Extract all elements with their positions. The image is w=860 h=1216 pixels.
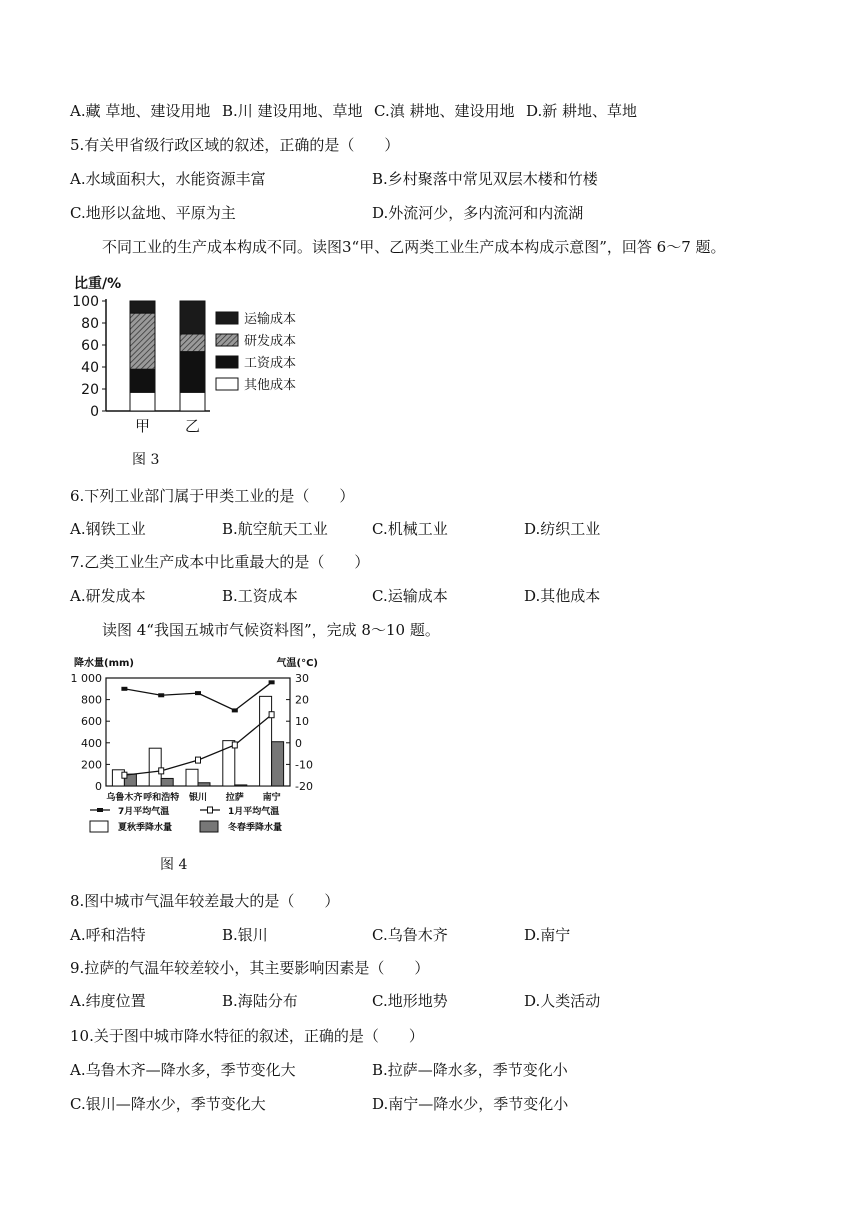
q9-option-c: C.地形地势 — [372, 992, 448, 1010]
intro-6-7: 不同工业的生产成本构成不同。读图3“甲、乙两类工业生产成本构成示意图”，回答 6～7 题。 — [102, 238, 726, 256]
figure3-y-tick-label: 100 — [72, 294, 99, 310]
q5-option-d: D.外流河少，多内流河和内流湖 — [372, 204, 584, 222]
figure3-legend-swatch — [216, 334, 238, 346]
figure4-precip-bar — [260, 696, 272, 786]
figure4-right-tick-label: 10 — [295, 715, 309, 729]
figure4-city-label: 拉萨 — [225, 793, 244, 803]
figure4-precip-bar — [272, 742, 284, 786]
figure3-legend-label: 运输成本 — [244, 312, 297, 327]
figure4-left-tick-label: 1 000 — [70, 672, 102, 685]
figure4-temp-marker — [196, 757, 201, 763]
figure4-temp-marker — [269, 680, 275, 684]
q6-option-a: A.钢铁工业 — [70, 520, 146, 538]
figure3-legend-swatch — [216, 312, 238, 324]
q7-option-a: A.研发成本 — [70, 587, 146, 605]
q4-option-a: A.藏 草地、建设用地 — [70, 102, 211, 120]
q10-option-a: A.乌鲁木齐—降水多，季节变化大 — [70, 1061, 296, 1079]
figure4-right-tick-label: 0 — [295, 736, 302, 750]
q8-stem: 8.图中城市气温年较差最大的是（ ） — [70, 892, 340, 910]
q7-stem: 7.乙类工业生产成本中比重最大的是（ ） — [70, 553, 370, 571]
figure3-y-axis-label: 比重/% — [74, 276, 122, 292]
q8-option-b: B.银川 — [222, 926, 268, 944]
q6-option-b: B.航空航天工业 — [222, 520, 328, 538]
figure4-left-tick-label: 600 — [81, 715, 102, 729]
q10-option-c: C.银川—降水少，季节变化大 — [70, 1095, 266, 1113]
figure4-temp-line — [124, 682, 271, 710]
q5-option-a: A.水域面积大，水能资源丰富 — [70, 170, 266, 188]
q9-stem: 9.拉萨的气温年较差较小，其主要影响因素是（ ） — [70, 959, 430, 977]
figure4-legend-marker — [97, 808, 103, 812]
figure3-y-tick-label: 60 — [81, 338, 99, 354]
q6-option-d: D.纺织工业 — [524, 520, 601, 538]
figure3-caption: 图 3 — [132, 452, 160, 468]
q6-option-c: C.机械工业 — [372, 520, 448, 538]
q4-option-b: B.川 建设用地、草地 — [222, 102, 363, 120]
q5-stem: 5.有关甲省级行政区域的叙述，正确的是（ ） — [70, 136, 400, 154]
q9-option-a: A.纬度位置 — [70, 992, 146, 1010]
q10-stem: 10.关于图中城市降水特征的叙述，正确的是（ ） — [70, 1027, 424, 1045]
figure4-temp-line — [124, 715, 271, 775]
figure4-legend-label: 1月平均气温 — [228, 807, 280, 817]
q8-option-c: C.乌鲁木齐 — [372, 926, 448, 944]
figure3-bar-segment — [180, 334, 205, 352]
figure3-y-tick-label: 80 — [81, 316, 99, 332]
figure4-temp-marker — [232, 708, 238, 712]
figure3-bar-segment — [180, 301, 205, 334]
figure4-right-tick-label: -20 — [295, 780, 313, 793]
figure4-left-tick-label: 400 — [81, 736, 102, 750]
figure4-legend-label: 7月平均气温 — [118, 807, 170, 817]
figure4-legend-swatch — [200, 821, 218, 832]
figure3-y-tick-label: 0 — [90, 404, 99, 420]
q7-option-b: B.工资成本 — [222, 587, 298, 605]
figure4-temp-marker — [122, 772, 127, 778]
figure3-legend-label: 其他成本 — [244, 378, 297, 393]
figure4-left-tick-label: 800 — [81, 693, 102, 707]
figure4-precip-bar — [186, 769, 198, 786]
q8-option-d: D.南宁 — [524, 926, 571, 944]
figure4-precip-bar — [161, 778, 173, 786]
figure4-caption: 图 4 — [160, 857, 188, 873]
figure4-city-label: 乌鲁木齐 — [106, 793, 143, 803]
figure4-temp-marker — [269, 712, 274, 718]
figure4-right-tick-label: 30 — [295, 672, 309, 685]
figure4-city-label: 银川 — [188, 793, 208, 803]
figure3-bar-segment — [180, 392, 205, 411]
figure3-legend-swatch — [216, 356, 238, 368]
q7-option-d: D.其他成本 — [524, 587, 601, 605]
intro-8-10: 读图 4“我国五城市气候资料图”，完成 8～10 题。 — [102, 621, 440, 639]
figure3-bar-segment — [180, 352, 205, 393]
figure4-legend-swatch — [90, 821, 108, 832]
q6-stem: 6.下列工业部门属于甲类工业的是（ ） — [70, 487, 355, 505]
figure4-legend-label: 冬春季降水量 — [228, 823, 283, 833]
figure3-y-tick-label: 20 — [81, 382, 99, 398]
figure4-right-axis-label: 气温(°C) — [276, 658, 318, 669]
q5-option-b: B.乡村聚落中常见双层木楼和竹楼 — [372, 170, 598, 188]
figure4-precip-bar — [198, 783, 210, 786]
q10-option-b: B.拉萨—降水多，季节变化小 — [372, 1061, 568, 1079]
figure4-climate-chart — [70, 652, 342, 844]
figure4-temp-marker — [159, 768, 164, 774]
figure3-bar-segment — [130, 369, 155, 392]
figure4-temp-marker — [232, 742, 237, 748]
figure4-city-label: 南宁 — [262, 793, 281, 803]
figure4-right-tick-label: -10 — [295, 758, 313, 772]
figure3-legend-label: 工资成本 — [244, 356, 297, 371]
q8-option-a: A.呼和浩特 — [70, 926, 146, 944]
figure3-y-tick-label: 40 — [81, 360, 99, 376]
q9-option-d: D.人类活动 — [524, 992, 601, 1010]
figure4-legend-label: 夏秋季降水量 — [118, 823, 173, 833]
figure4-temp-marker — [195, 691, 201, 695]
q9-option-b: B.海陆分布 — [222, 992, 298, 1010]
q10-option-d: D.南宁—降水少，季节变化小 — [372, 1095, 569, 1113]
q4-option-c: C.滇 耕地、建设用地 — [374, 102, 515, 120]
figure4-legend-marker — [208, 807, 213, 813]
figure4-right-tick-label: 20 — [295, 693, 309, 707]
figure4-temp-marker — [121, 687, 127, 691]
figure4-left-tick-label: 0 — [95, 780, 102, 793]
figure3-x-tick-label: 甲 — [134, 417, 151, 435]
figure3-bar-segment — [130, 392, 155, 411]
figure4-left-tick-label: 200 — [81, 758, 102, 772]
q5-option-c: C.地形以盆地、平原为主 — [70, 204, 236, 222]
figure3-x-tick-label: 乙 — [184, 417, 201, 435]
figure4-left-axis-label: 降水量(mm) — [74, 658, 134, 669]
figure3-stacked-bar-chart — [70, 270, 330, 440]
figure3-legend-label: 研发成本 — [244, 334, 297, 349]
figure4-city-label: 呼和浩特 — [143, 793, 180, 803]
figure3-legend-swatch — [216, 378, 238, 390]
figure4-precip-bar — [149, 748, 161, 786]
figure4-precip-bar — [235, 785, 247, 786]
q4-option-d: D.新 耕地、草地 — [526, 102, 638, 120]
q7-option-c: C.运输成本 — [372, 587, 448, 605]
figure3-bar-segment — [130, 313, 155, 369]
figure3-bar-segment — [130, 301, 155, 313]
figure4-temp-marker — [158, 693, 164, 697]
